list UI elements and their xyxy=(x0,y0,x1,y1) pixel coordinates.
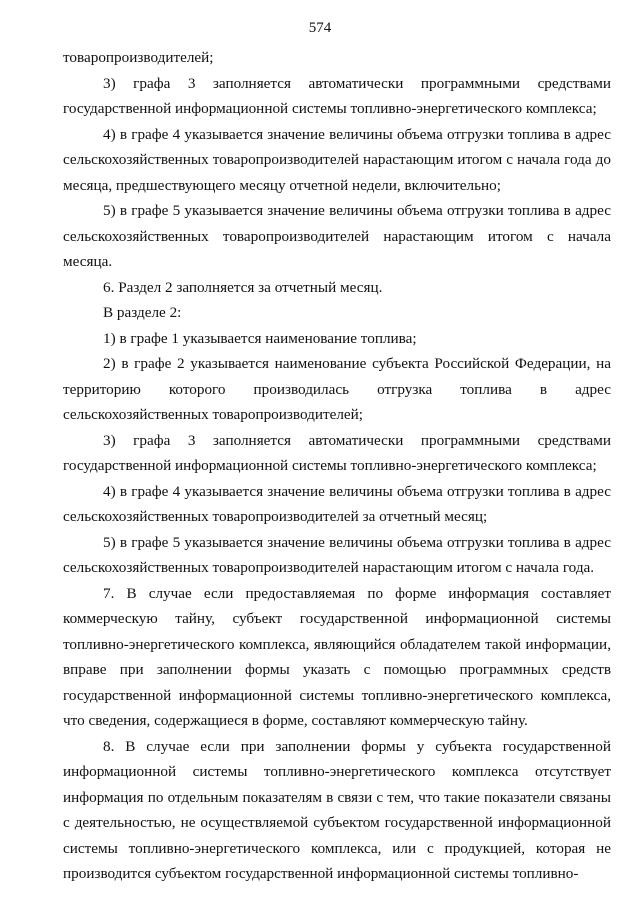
paragraph: 6. Раздел 2 заполняется за отчетный месяц. xyxy=(103,278,383,296)
paragraph: 3) графа 3 заполняется автоматически программными средствами государственной информационной системы топливно-энергетического комплекса; xyxy=(63,74,611,117)
paragraph: 2) в графе 2 указывается наименование субъекта Российской Федерации, на территорию которого производилась отгрузка топлива в адрес сельскохозяйственных товаропроизводителей; xyxy=(63,355,611,423)
paragraph: 1) в графе 1 указывается наименование топлива; xyxy=(103,329,417,347)
paragraph: 3) графа 3 заполняется автоматически программными средствами государственной информационной системы топливно-энергетического комплекса; xyxy=(63,431,611,474)
paragraph: 5) в графе 5 указывается значение величины объема отгрузки топлива в адрес сельскохозяйственных товаропроизводителей нарастающим итогом с начала месяца. xyxy=(63,202,611,270)
paragraph: 7. В случае если предоставляемая по форме информация составляет коммерческую тайну, субъект государственной информационной системы топливно-энергетического комплекса, являющийся обладателем такой информации, вправе при заполнении формы указать с помощью программных средств государственной информационной системы топливно-энергетического комплекса, что сведения, содержащиеся в форме, составляют коммерческую тайну. xyxy=(63,584,611,729)
paragraph: 4) в графе 4 указывается значение величины объема отгрузки топлива в адрес сельскохозяйственных товаропроизводителей нарастающим итогом с начала года до месяца, предшествующего месяцу отчетной недели, включительно; xyxy=(63,125,611,194)
paragraph: 5) в графе 5 указывается значение величины объема отгрузки топлива в адрес сельскохозяйственных товаропроизводителей нарастающим итогом с начала года. xyxy=(63,533,611,576)
paragraph: товаропроизводителей; xyxy=(63,49,214,66)
paragraph: 8. В случае если при заполнении формы у субъекта государственной информационной системы топливно-энергетического комплекса отсутствует информация по отдельным показателям в связи с тем, что такие показатели связаны с деятельностью, не осуществляемой субъектом государственной информационной системы топливно-энергетического комплекса, или с продукцией, которая не производится субъектом государственной информационной системы топливно- xyxy=(63,737,611,882)
paragraph: 4) в графе 4 указывается значение величины объема отгрузки топлива в адрес сельскохозяйственных товаропроизводителей за отчетный месяц; xyxy=(63,482,611,525)
document-body xyxy=(63,45,611,887)
paragraph: В разделе 2: xyxy=(103,304,182,321)
page-number: 574 xyxy=(308,20,332,36)
